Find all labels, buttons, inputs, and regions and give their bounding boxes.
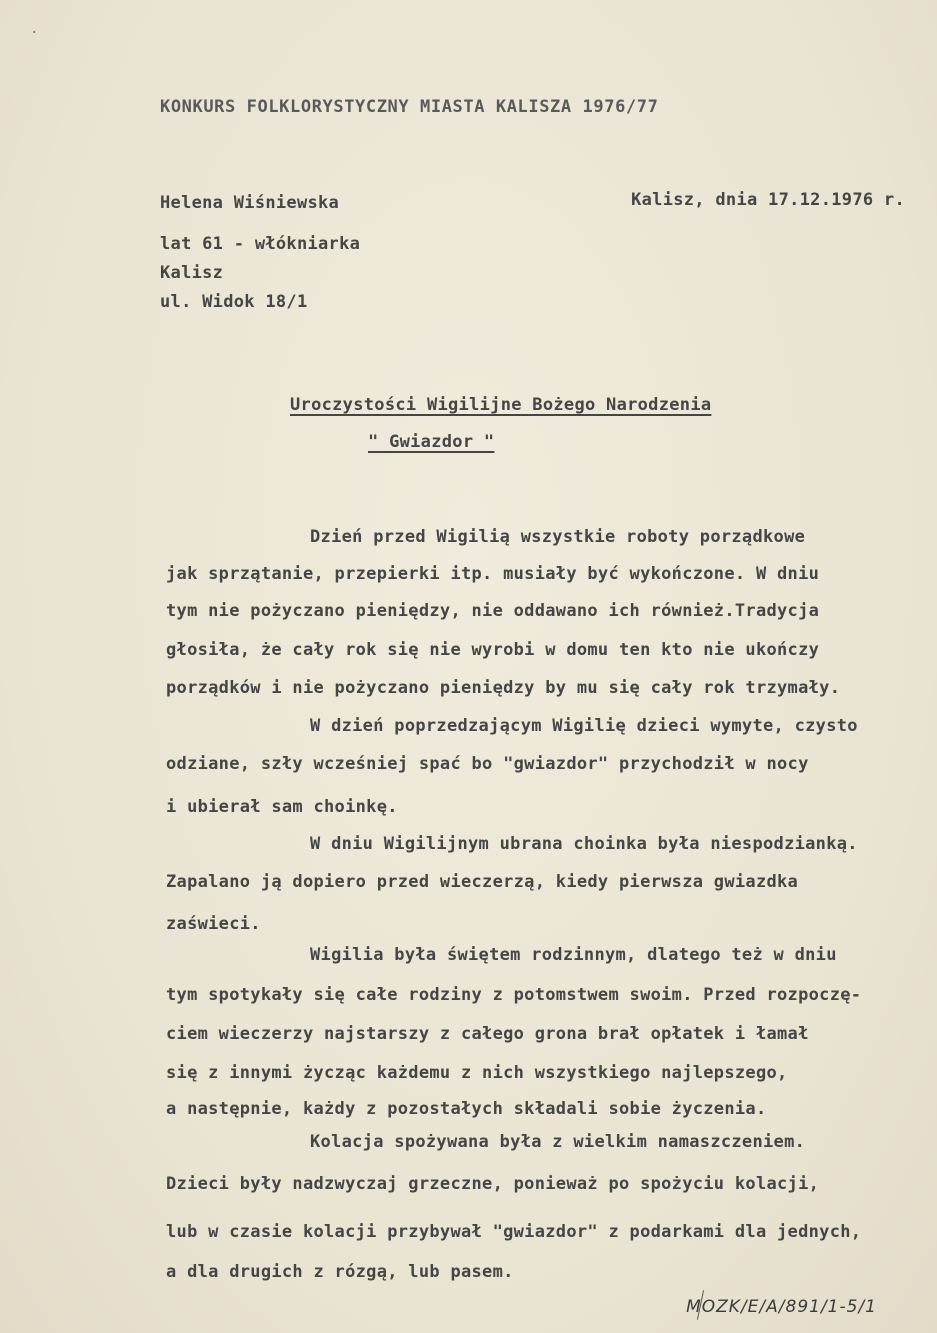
- author-city: Kalisz: [160, 263, 224, 283]
- body-line: jak sprzątanie, przepierki itp. musiały być wykończone. W dniu: [166, 564, 820, 584]
- body-line: tym nie pożyczano pieniędzy, nie oddawano ich również.Tradycja: [166, 601, 820, 621]
- document-title: Uroczystości Wigilijne Bożego Narodzenia: [290, 395, 712, 415]
- body-line: zaświeci.: [166, 914, 261, 934]
- body-line: głosiła, że cały rok się nie wyrobi w domu ten kto nie ukończy: [166, 640, 820, 660]
- body-line: W dzień poprzedzającym Wigilię dzieci wymyte, czysto: [310, 716, 858, 736]
- body-line: a dla drugich z rózgą, lub pasem.: [166, 1262, 514, 1282]
- contest-header: KONKURS FOLKLORYSTYCZNY MIASTA KALISZA 1976/77: [160, 97, 659, 117]
- body-line: i ubierał sam choinkę.: [166, 797, 398, 817]
- body-line: ciem wieczerzy najstarszy z całego grona brał opłatek i łamał: [166, 1024, 809, 1044]
- body-line: tym spotykały się całe rodziny z potomstwem swoim. Przed rozpoczę-: [166, 985, 862, 1005]
- document-subtitle: " Gwiazdor ": [368, 432, 495, 452]
- body-line: się z innymi życząc każdemu z nich wszystkiego najlepszego,: [166, 1063, 788, 1083]
- body-line: Zapalano ją dopiero przed wieczerzą, kiedy pierwsza gwiazdka: [166, 872, 799, 892]
- body-line: Wigilia była świętem rodzinnym, dlatego też w dniu: [310, 945, 837, 965]
- author-address: ul. Widok 18/1: [160, 292, 308, 312]
- body-line: Kolacja spożywana była z wielkim namaszczeniem.: [310, 1132, 806, 1152]
- body-line: porządków i nie pożyczano pieniędzy by mu się cały rok trzymały.: [166, 678, 841, 698]
- date-line: Kalisz, dnia 17.12.1976 r.: [631, 190, 905, 210]
- body-line: Dzieci były nadzwyczaj grzeczne, ponieważ po spożyciu kolacji,: [166, 1174, 820, 1194]
- body-line: odziane, szły wcześniej spać bo "gwiazdor" przychodził w nocy: [166, 754, 809, 774]
- body-line: Dzień przed Wigilią wszystkie roboty porządkowe: [310, 527, 806, 547]
- archive-stamp: MOZK/E/A/891/1-5/1: [686, 1297, 877, 1317]
- body-line: a następnie, każdy z pozostałych składali sobie życzenia.: [166, 1099, 767, 1119]
- body-line: W dniu Wigilijnym ubrana choinka była niespodzianką.: [310, 834, 858, 854]
- author-age-occupation: lat 61 - włókniarka: [160, 234, 361, 254]
- body-line: lub w czasie kolacji przybywał "gwiazdor" z podarkami dla jednych,: [166, 1222, 862, 1242]
- ink-speck: ·: [30, 25, 39, 41]
- author-name: Helena Wiśniewska: [160, 193, 340, 213]
